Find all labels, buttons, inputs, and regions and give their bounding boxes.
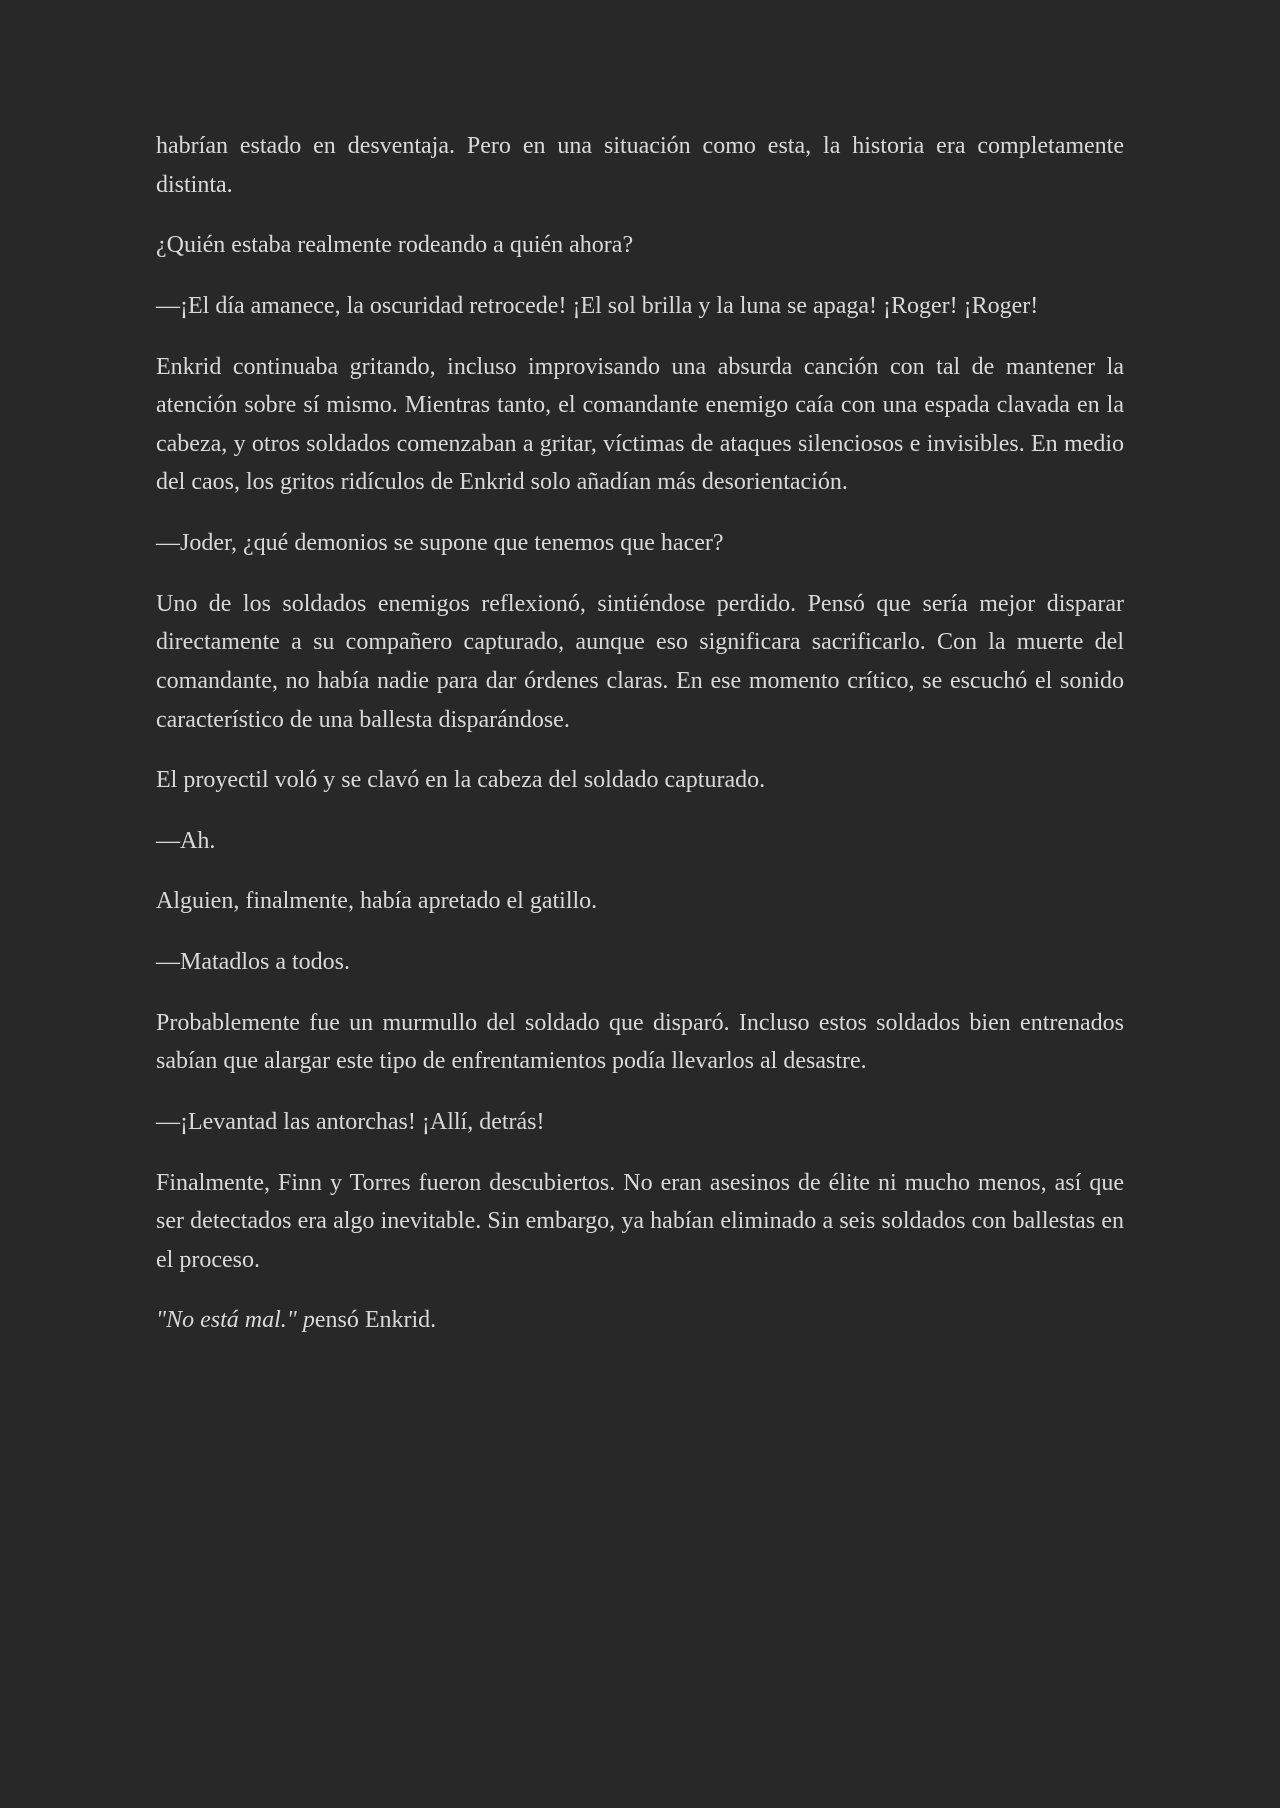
paragraph: habrían estado en desventaja. Pero en una situación como esta, la historia era completamente distinta. [156,133,1124,198]
dialogue-paragraph: —Matadlos a todos. [156,949,350,975]
thought-paragraph [156,1301,1124,1340]
paragraph: El proyectil voló y se clavó en la cabeza del soldado capturado. [156,767,766,794]
dialogue-paragraph: —Ah. [156,827,216,854]
paragraph: Probablemente fue un murmullo del soldado que disparó. Incluso estos soldados bien entrenados sabían que alargar este tipo de enfrentamientos podía llevarlos al desastre. [156,1009,1124,1075]
paragraph: Alguien, finalmente, había apretado el gatillo. [156,888,598,915]
document-page [156,0,1124,1340]
dialogue-paragraph: —¡El día amanece, la oscuridad retrocede! ¡El sol brilla y la luna se apaga! ¡Roger! ¡Roger! [156,292,1039,319]
dialogue-paragraph: —Joder, ¿qué demonios se supone que tenemos que hacer? [156,530,724,556]
paragraph: ¿Quién estaba realmente rodeando a quién ahora? [156,232,634,259]
dialogue-paragraph: —¡Levantad las antorchas! ¡Allí, detrás! [156,1108,545,1135]
italic-thought-text: "No está mal." p [156,1307,315,1334]
attribution-text: ensó Enkrid. [314,1307,437,1334]
paragraph: Finalmente, Finn y Torres fueron descubiertos. No eran asesinos de élite ni mucho menos, así que ser detectados era algo inevitable. Sin embargo, ya habían eliminado a seis soldados con ballestas en el proceso. [156,1169,1124,1273]
paragraph: Uno de los soldados enemigos reflexionó, sintiéndose perdido. Pensó que sería mejor disparar directamente a su compañero capturado, aunque eso significara sacrificarlo. Con la muerte del comandante, no había nadie para dar órdenes claras. En ese momento crítico, se escuchó el sonido característico de una ballesta disparándose. [156,590,1124,733]
paragraph: Enkrid continuaba gritando, incluso improvisando una absurda canción con tal de mantener la atención sobre sí mismo. Mientras tanto, el comandante enemigo caía con una espada clavada en la cabeza, y otros soldados comenzaban a gritar, víctimas de ataques silenciosos e invisibles. En medio del caos, los gritos ridículos de Enkrid solo añadían más desorientación. [156,353,1124,496]
